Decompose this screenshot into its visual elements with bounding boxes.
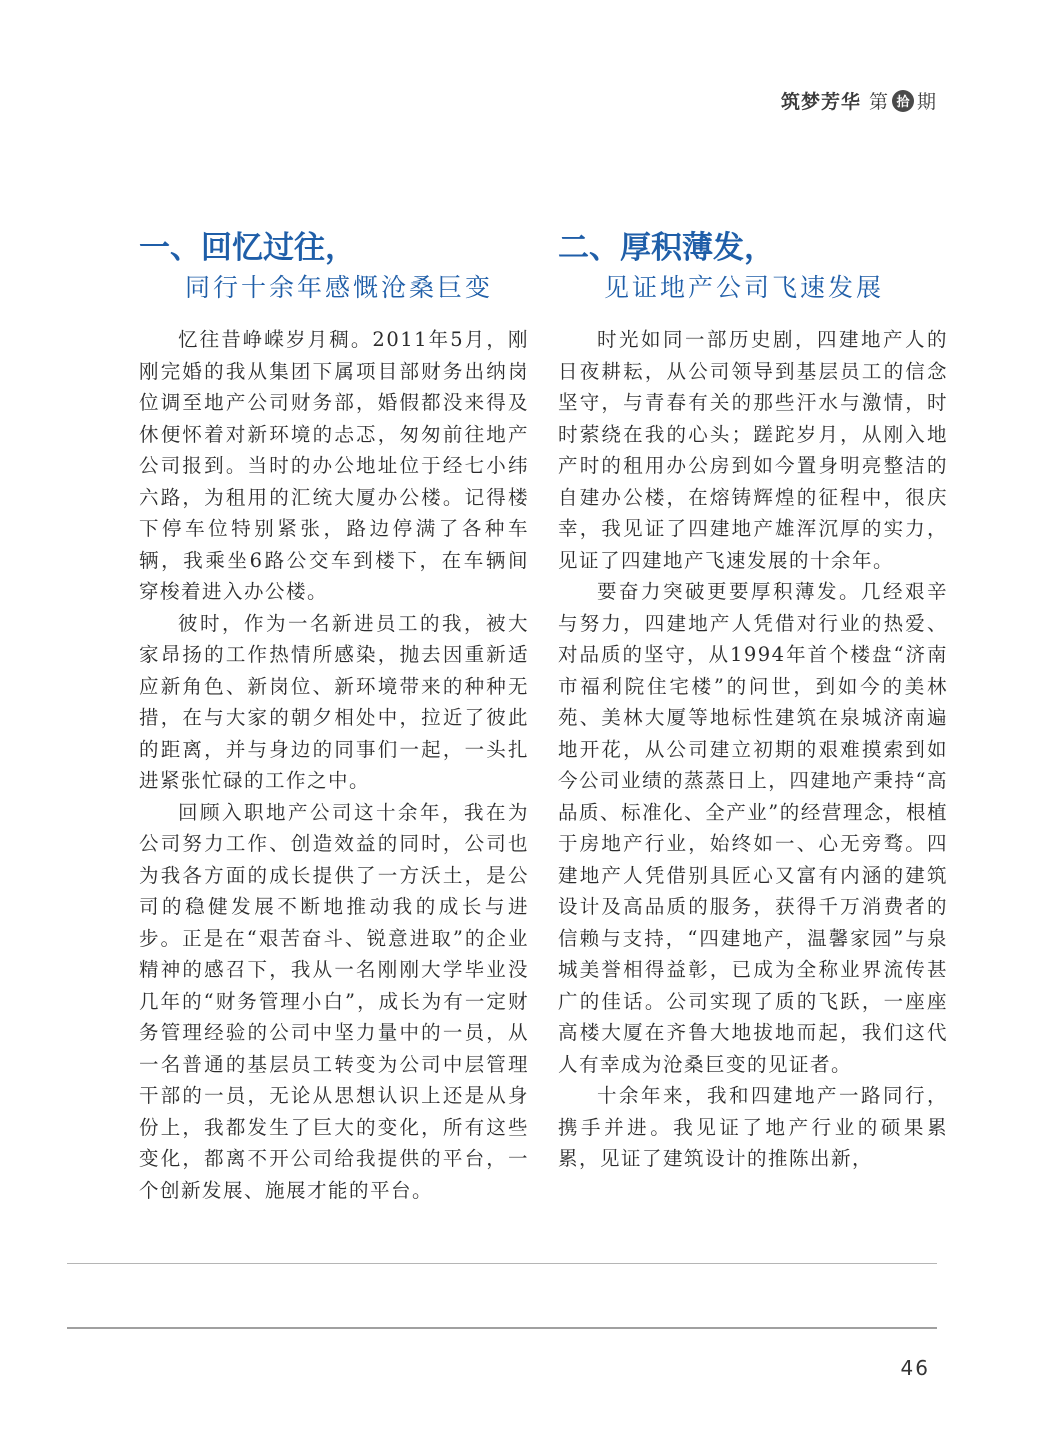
- section-1-title: 一、回忆过往，: [139, 230, 356, 266]
- page-number: 46: [900, 1356, 930, 1380]
- section-1-paragraph-2: 彼时，作为一名新进员工的我，被大家昂扬的工作热情所感染，抛去因重新适应新角色、新岗位、新环境带来的种种无措，在与大家的朝夕相处中，拉近了彼此的距离，并与身边的同事们一起，一头扎进紧张忙碌的工作之中。: [139, 611, 529, 792]
- issue-suffix: 期: [916, 91, 937, 113]
- footer-divider-top: [67, 1263, 937, 1264]
- section-1-paragraph-1: 忆往昔峥嵘岁月稠。2011年5月，刚刚完婚的我从集团下属项目部财务出纳岗位调至地产公司财务部，婚假都没来得及休便怀着对新环境的忐忑，匆匆前往地产公司报到。当时的办公地址位于经七小纬六路，为租用的汇统大厦办公楼。记得楼下停车位特别紧张，路边停满了各种车辆，我乘坐6路公交车到楼下，在车辆间穿梭着进入办公楼。: [139, 328, 529, 603]
- section-2-paragraph-3: 十余年来，我和四建地产一路同行，携手并进。我见证了地产行业的硕果累累，见证了建筑设计的推陈出新，: [558, 1084, 948, 1170]
- section-2-paragraph-2: 要奋力突破更要厚积薄发。几经艰辛与努力，四建地产人凭借对行业的热爱、对品质的坚守，从1994年首个楼盘“济南市福利院住宅楼”的问世，到如今的美林苑、美林大厦等地标性建筑在泉城济南遍地开花，从公司建立初期的艰难摸索到如今公司业绩的蒸蒸日上，四建地产秉持“高品质、标准化、全产业”的经营理念，根植于房地产行业，始终如一、心无旁骛。四建地产人凭借别具匠心又富有内涵的建筑设计及高品质的服务，获得千万消费者的信赖与支持，“四建地产，温馨家园”与泉城美誉相得益彰，已成为全称业界流传甚广的佳话。公司实现了质的飞跃，一座座高楼大厦在齐鲁大地拔地而起，我们这代人有幸成为沧桑巨变的见证者。: [558, 580, 948, 1076]
- page-header: [781, 87, 937, 114]
- article-column-right: [558, 228, 948, 1175]
- issue-number-badge: 拾: [892, 90, 914, 112]
- section-2-title: 二、厚积薄发，: [558, 230, 775, 266]
- magazine-name: 筑梦芳华: [780, 91, 861, 113]
- section-1-body: [139, 324, 529, 1206]
- section-1-paragraph-3: 回顾入职地产公司这十余年，我在为公司努力工作、创造效益的同时，公司也为我各方面的成长提供了一方沃土，是公司的稳健发展不断地推动我的成长与进步。正是在“艰苦奋斗、锐意进取”的企业精神的感召下，我从一名刚刚大学毕业没几年的“财务管理小白”，成长为有一定财务管理经验的公司中坚力量中的一员，从一名普通的基层员工转变为公司中层管理干部的一员，无论从思想认识上还是从身份上，我都发生了巨大的变化，所有这些变化，都离不开公司给我提供的平台，一个创新发展、施展才能的平台。: [139, 800, 529, 1202]
- footer-divider-bottom: [67, 1327, 937, 1329]
- issue-prefix: 第: [868, 91, 889, 113]
- section-1-subtitle: 同行十余年感慨沧桑巨变: [185, 273, 494, 302]
- section-2-subtitle: 见证地产公司飞速发展: [604, 273, 885, 302]
- section-2-paragraph-1: 时光如同一部历史剧，四建地产人的日夜耕耘，从公司领导到基层员工的信念坚守，与青春有关的那些汗水与激情，时时萦绕在我的心头；蹉跎岁月，从刚入地产时的租用办公房到如今置身明亮整洁的自建办公楼，在熔铸辉煌的征程中，很庆幸，我见证了四建地产雄浑沉厚的实力，见证了四建地产飞速发展的十余年。: [558, 328, 948, 572]
- article-column-left: [139, 228, 529, 1206]
- section-2-body: [558, 324, 948, 1175]
